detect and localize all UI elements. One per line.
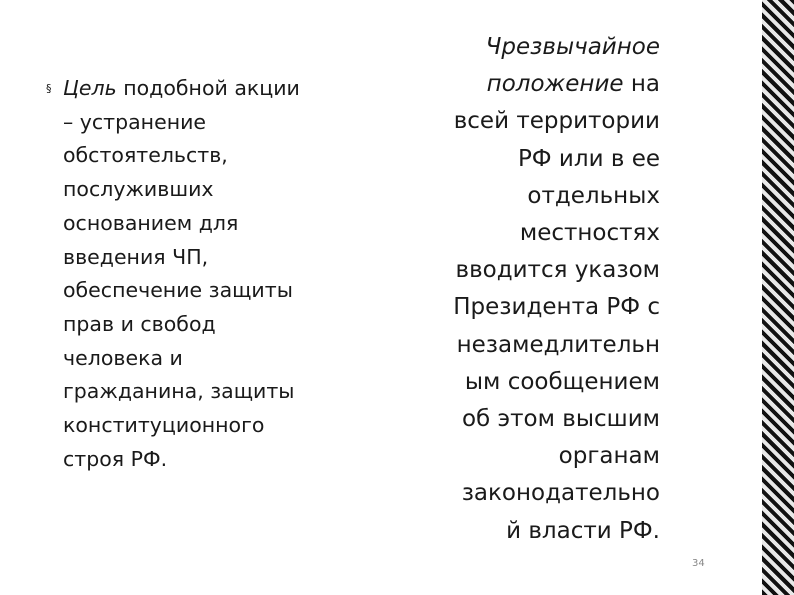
- right-line: ым сообщением: [464, 368, 660, 395]
- left-line: гражданина, защиты: [63, 379, 295, 404]
- left-text-block: [46, 72, 346, 476]
- left-line: человека и: [63, 345, 183, 370]
- bullet-icon: §: [46, 82, 52, 95]
- page-number: 34: [692, 558, 705, 569]
- left-line: обеспечение защиты: [63, 278, 293, 303]
- right-line: на: [623, 71, 660, 98]
- term-goal: Цель: [63, 76, 117, 100]
- right-line: об этом высшим: [461, 406, 660, 433]
- left-line: введения ЧП,: [63, 244, 209, 269]
- right-line: местностях: [519, 220, 660, 247]
- right-line: законодательно: [461, 480, 660, 507]
- right-line: РФ или в ее: [517, 145, 660, 172]
- right-line: й власти РФ.: [506, 517, 660, 544]
- right-line: органам: [558, 443, 660, 470]
- left-line: конституционного: [63, 413, 265, 438]
- left-line: прав и свобод: [63, 311, 216, 336]
- right-line: незамедлительн: [456, 331, 660, 358]
- left-line: – устранение: [63, 109, 207, 134]
- bullet-paragraph: [46, 72, 346, 476]
- left-line: основанием для: [63, 210, 239, 235]
- right-paragraph: [420, 29, 660, 550]
- right-line: отдельных: [527, 182, 660, 209]
- right-text-block: [420, 29, 660, 550]
- left-line: подобной акции: [116, 76, 300, 100]
- right-line: всей территории: [453, 108, 660, 135]
- left-line: строя РФ.: [63, 446, 168, 471]
- left-line: послуживших: [63, 177, 214, 202]
- left-line: обстоятельств,: [63, 143, 228, 168]
- right-line: вводится указом: [455, 257, 660, 284]
- right-line: Президента РФ с: [453, 294, 660, 321]
- term-regime: положение: [486, 71, 624, 98]
- decorative-stripe: [762, 0, 794, 595]
- term-emergency: Чрезвычайное: [485, 34, 660, 60]
